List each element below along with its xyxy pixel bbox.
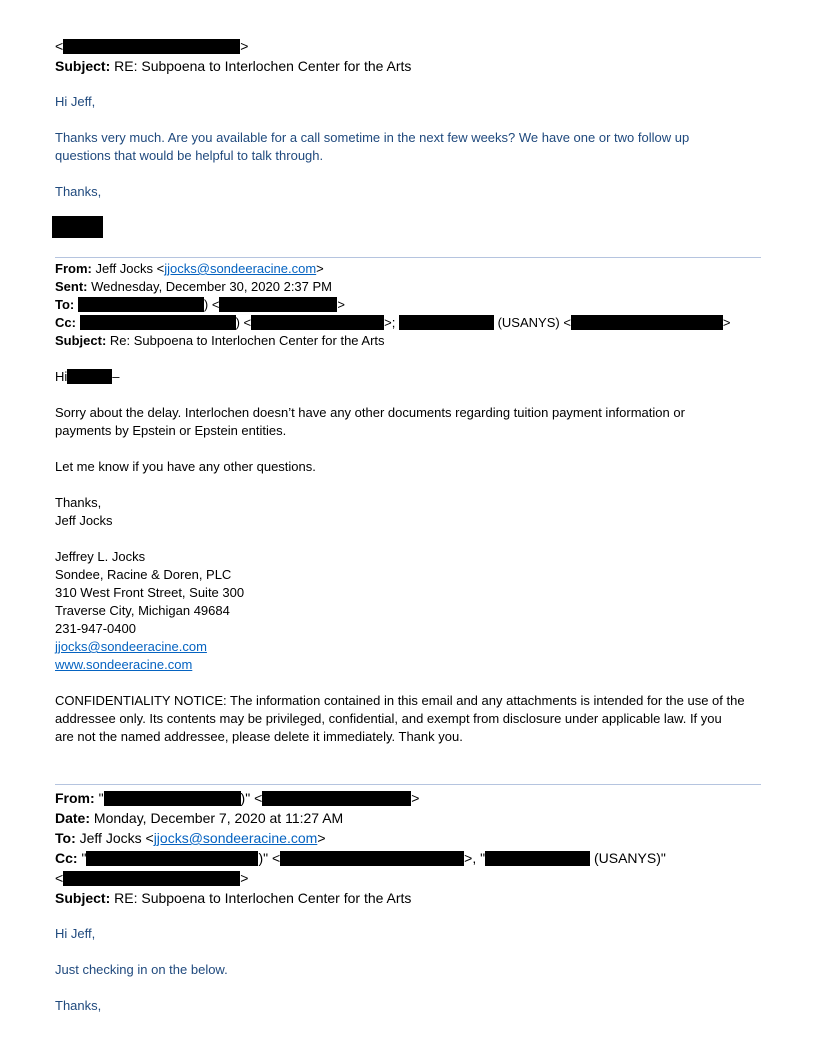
signature-website-link[interactable]: www.sondeeracine.com [55, 657, 193, 672]
redaction-bar [63, 39, 240, 54]
redaction-bar [86, 851, 258, 866]
signature-firm: Sondee, Racine & Doren, PLC [55, 567, 232, 582]
email-link[interactable]: jjocks@sondeeracine.com [164, 261, 317, 276]
redaction-bar [80, 315, 236, 330]
redaction-bar [280, 851, 464, 866]
redaction-bar [78, 297, 204, 312]
reply1-body-line: questions that would be helpful to talk through. [55, 148, 324, 163]
message-divider [55, 257, 761, 258]
msg2-from-line: From: Jeff Jocks <jjocks@sondeeracine.com> [55, 261, 324, 276]
msg3-cc-line: Cc: " )" < >, " (USANYS)" [55, 850, 666, 866]
msg3-greeting: Hi Jeff, [55, 926, 96, 941]
msg3-to-line: To: Jeff Jocks <jjocks@sondeeracine.com> [55, 830, 326, 846]
reply1-greeting: Hi Jeff, [55, 94, 96, 109]
msg3-subject-line: Subject: RE: Subpoena to Interlochen Center for the Arts [55, 890, 412, 906]
confidentiality-notice-line: addressee only. Its contents may be privileged, confidential, and exempt from disclosure under applicable law. If you [55, 711, 722, 726]
msg3-from-line: From: " )" < > [55, 790, 420, 806]
signature-city: Traverse City, Michigan 49684 [55, 603, 230, 618]
redaction-bar [251, 315, 384, 330]
msg3-body-line: Just checking in on the below. [55, 962, 228, 977]
signature-phone: 231-947-0400 [55, 621, 136, 636]
msg3-cc-continued-line: < > [55, 870, 249, 886]
confidentiality-notice-line: are not the named addressee, please delete it immediately. Thank you. [55, 729, 463, 744]
signature-street: 310 West Front Street, Suite 300 [55, 585, 245, 600]
redaction-bar [219, 297, 337, 312]
email-link[interactable]: jjocks@sondeeracine.com [153, 830, 318, 846]
redaction-bar [104, 791, 241, 806]
redaction-bar [485, 851, 590, 866]
msg2-to-line: To: ) < > [55, 297, 346, 312]
redaction-bar [571, 315, 723, 330]
confidentiality-notice-line: CONFIDENTIALITY NOTICE: The information contained in this email and any attachments is intended for the use of the [55, 693, 745, 708]
reply1-body-line: Thanks very much. Are you available for a call sometime in the next few weeks? We have one or two follow up [55, 130, 690, 145]
redaction-bar [67, 369, 112, 384]
message-divider [55, 784, 761, 785]
msg2-subject-line: Subject: Re: Subpoena to Interlochen Center for the Arts [55, 333, 385, 348]
redacted-signature [52, 216, 103, 238]
reply1-signoff: Thanks, [55, 184, 102, 199]
msg2-greeting: Hi – [55, 369, 120, 384]
header-recipient-line: < > [55, 38, 249, 54]
msg2-cc-line: Cc: ) < >; (USANYS) < > [55, 315, 731, 330]
msg2-body-line: Let me know if you have any other questions. [55, 459, 316, 474]
msg2-body-line: Sorry about the delay. Interlochen doesn’t have any other documents regarding tuition payment information or [55, 405, 685, 420]
redaction-bar [262, 791, 411, 806]
msg2-signoff: Thanks, [55, 495, 102, 510]
msg3-signoff: Thanks, [55, 998, 102, 1013]
msg2-body-line: payments by Epstein or Epstein entities. [55, 423, 287, 438]
signature-name: Jeffrey L. Jocks [55, 549, 146, 564]
signature-web-line [55, 657, 192, 673]
signature-email-line [55, 639, 207, 655]
signature-email-link[interactable]: jjocks@sondeeracine.com [55, 639, 207, 654]
msg2-signoff-name: Jeff Jocks [55, 513, 113, 528]
msg3-date-line: Date: Monday, December 7, 2020 at 11:27 AM [55, 810, 344, 826]
header-subject-line: Subject: RE: Subpoena to Interlochen Center for the Arts [55, 58, 412, 74]
redaction-bar [63, 871, 240, 886]
msg2-sent-line: Sent: Wednesday, December 30, 2020 2:37 PM [55, 279, 333, 294]
redaction-bar [399, 315, 494, 330]
